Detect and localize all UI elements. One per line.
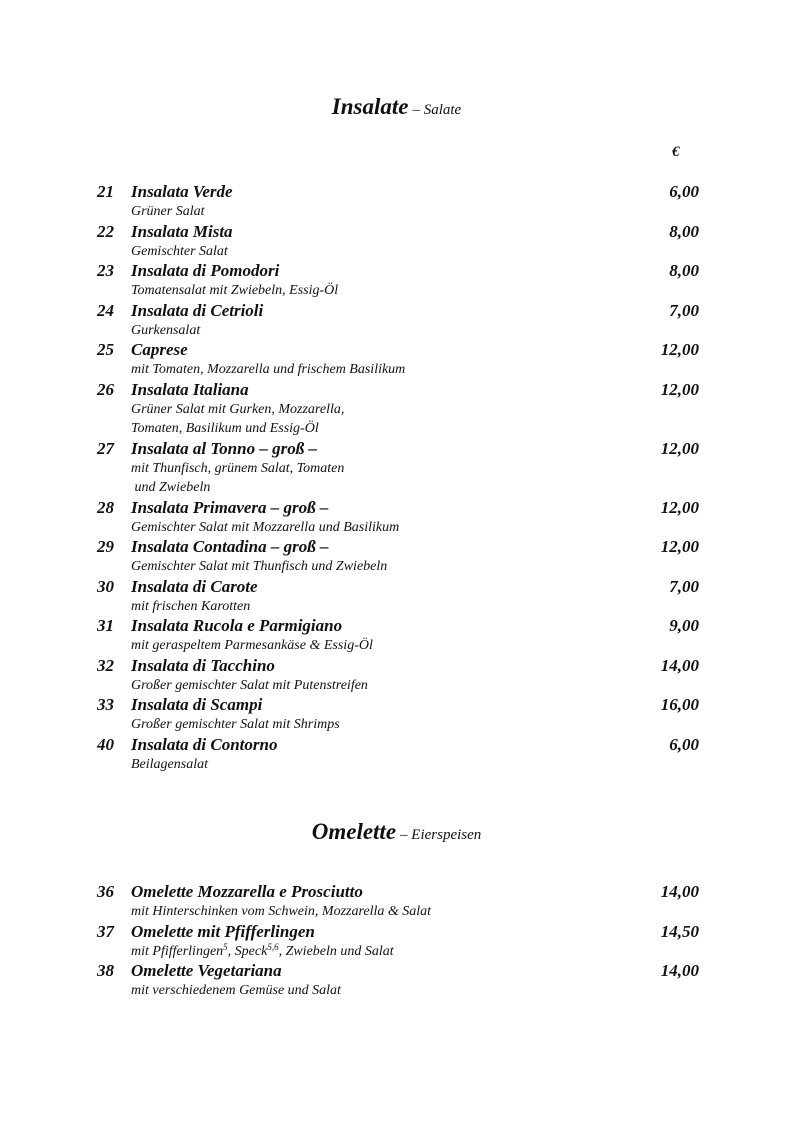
menu-item (0, 439, 793, 498)
item-name: Insalata al Tonno – groß – (131, 438, 317, 458)
item-number: 36 (97, 882, 114, 901)
description-text: , Zwiebeln und Salat (278, 943, 394, 959)
item-number: 24 (97, 300, 114, 320)
item-description (131, 942, 793, 962)
menu-item-header (0, 261, 793, 281)
item-number: 37 (97, 921, 114, 941)
item-name: Insalata di Cetrioli (131, 300, 264, 320)
item-number: 30 (97, 576, 114, 596)
item-price: 12,00 (660, 379, 699, 399)
item-price: 7,00 (669, 300, 699, 320)
item-name: Omelette Vegetariana (131, 961, 282, 980)
allergen-footnote: 5,6 (267, 941, 279, 952)
menu-item-header (0, 222, 793, 242)
item-number: 23 (97, 261, 114, 280)
menu-item (0, 340, 793, 380)
item-description: Tomatensalat mit Zwiebeln, Essig-Öl (131, 283, 339, 298)
salate-title: Insalate (331, 94, 409, 119)
item-number: 40 (97, 734, 114, 754)
allergen-footnote: 5 (223, 941, 228, 952)
menu-item-header (0, 656, 793, 676)
item-description: mit verschiedenem Gemüse und Salat (131, 983, 341, 998)
salate-subtitle: – Salate (412, 102, 462, 118)
salate-list (0, 182, 793, 774)
menu-item-header (0, 301, 793, 321)
description-text: mit Pfifferlingen (131, 943, 224, 959)
menu-item-header (0, 577, 793, 597)
menu-item-header (0, 695, 793, 715)
menu-item (0, 261, 793, 301)
item-name: Omelette Mozzarella e Prosciutto (131, 882, 363, 901)
item-description: Gemischter Salat (131, 243, 228, 259)
menu-item-header (0, 735, 793, 755)
item-description: mit geraspeltem Parmesankäse & Essig-Öl (131, 638, 373, 653)
item-name: Insalata Contadina – groß – (131, 537, 329, 556)
eierspeisen-subtitle: – Eierspeisen (400, 827, 482, 843)
menu-item (0, 301, 793, 341)
menu-item (0, 922, 793, 962)
item-description: mit Thunfisch, grünem Salat, Tomaten (131, 460, 345, 476)
item-description: Tomaten, Basilikum und Essig-Öl (131, 421, 319, 436)
item-name: Caprese (131, 340, 188, 359)
item-price: 14,00 (660, 655, 699, 675)
item-name: Insalata di Pomodori (131, 261, 280, 280)
item-price: 16,00 (660, 695, 699, 714)
menu-item (0, 537, 793, 577)
item-name: Insalata di Scampi (131, 695, 263, 714)
item-description: und Zwiebeln (131, 480, 211, 495)
currency-symbol: € (672, 144, 680, 160)
item-price: 14,00 (660, 882, 699, 901)
item-price: 7,00 (669, 576, 699, 596)
eierspeisen-heading (0, 819, 793, 845)
menu-item (0, 380, 793, 439)
item-description: Beilagensalat (131, 756, 208, 772)
item-number: 25 (97, 340, 114, 359)
item-name: Insalata di Tacchino (131, 655, 275, 675)
eierspeisen-title: Omelette (311, 819, 397, 844)
menu-item (0, 882, 793, 922)
item-description: mit Hinterschinken vom Schwein, Mozzarella & Salat (131, 904, 432, 919)
item-number: 21 (97, 182, 114, 201)
item-price: 12,00 (660, 438, 699, 458)
item-name: Insalata Italiana (131, 379, 249, 399)
menu-item-header (0, 380, 793, 400)
item-name: Insalata Mista (131, 221, 233, 241)
item-number: 26 (97, 379, 114, 399)
item-name: Insalata di Contorno (131, 734, 278, 754)
menu-item (0, 961, 793, 1001)
item-description: mit frischen Karotten (131, 598, 251, 614)
menu-item (0, 695, 793, 735)
menu-item (0, 656, 793, 696)
item-description: Grüner Salat mit Gurken, Mozzarella, (131, 401, 345, 417)
item-price: 12,00 (660, 537, 699, 556)
item-description: Großer gemischter Salat mit Shrimps (131, 717, 340, 732)
menu-item (0, 735, 793, 775)
menu-item-header (0, 537, 793, 557)
item-price: 6,00 (669, 734, 699, 754)
item-price: 8,00 (669, 261, 699, 280)
item-name: Insalata Verde (131, 182, 233, 201)
item-price: 9,00 (669, 616, 699, 635)
menu-item (0, 222, 793, 262)
item-number: 33 (97, 695, 114, 714)
menu-item-header (0, 182, 793, 202)
item-description: Grüner Salat (131, 204, 205, 219)
item-description: Gurkensalat (131, 322, 201, 338)
item-description: Großer gemischter Salat mit Putenstreifen (131, 677, 368, 693)
item-name: Insalata di Carote (131, 576, 258, 596)
item-name: Omelette mit Pfifferlingen (131, 921, 315, 941)
menu-item-header (0, 961, 793, 981)
item-number: 29 (97, 537, 114, 556)
salate-heading (0, 94, 793, 120)
description-text: , Speck (227, 943, 268, 959)
menu-item (0, 498, 793, 538)
item-price: 6,00 (669, 182, 699, 201)
item-name: Insalata Primavera – groß – (131, 497, 329, 517)
menu-item-header (0, 616, 793, 636)
eierspeisen-list (0, 882, 793, 1001)
item-name: Insalata Rucola e Parmigiano (131, 616, 343, 635)
item-number: 38 (97, 961, 114, 980)
item-price: 12,00 (660, 340, 699, 359)
item-description: mit Tomaten, Mozzarella und frischem Basilikum (131, 362, 406, 377)
menu-item (0, 616, 793, 656)
item-number: 28 (97, 497, 114, 517)
menu-item-header (0, 439, 793, 459)
menu-item-header (0, 340, 793, 360)
item-price: 8,00 (669, 221, 699, 241)
item-price: 14,00 (660, 961, 699, 980)
menu-item-header (0, 922, 793, 942)
menu-item (0, 182, 793, 222)
item-number: 32 (97, 655, 114, 675)
item-price: 14,50 (660, 921, 699, 941)
menu-item-header (0, 498, 793, 518)
item-number: 27 (97, 438, 114, 458)
menu-item (0, 577, 793, 617)
item-price: 12,00 (660, 497, 699, 517)
item-number: 31 (97, 616, 114, 635)
item-description: Gemischter Salat mit Thunfisch und Zwiebeln (131, 559, 388, 574)
menu-item-header (0, 882, 793, 902)
item-number: 22 (97, 221, 114, 241)
item-description: Gemischter Salat mit Mozzarella und Basilikum (131, 519, 400, 535)
